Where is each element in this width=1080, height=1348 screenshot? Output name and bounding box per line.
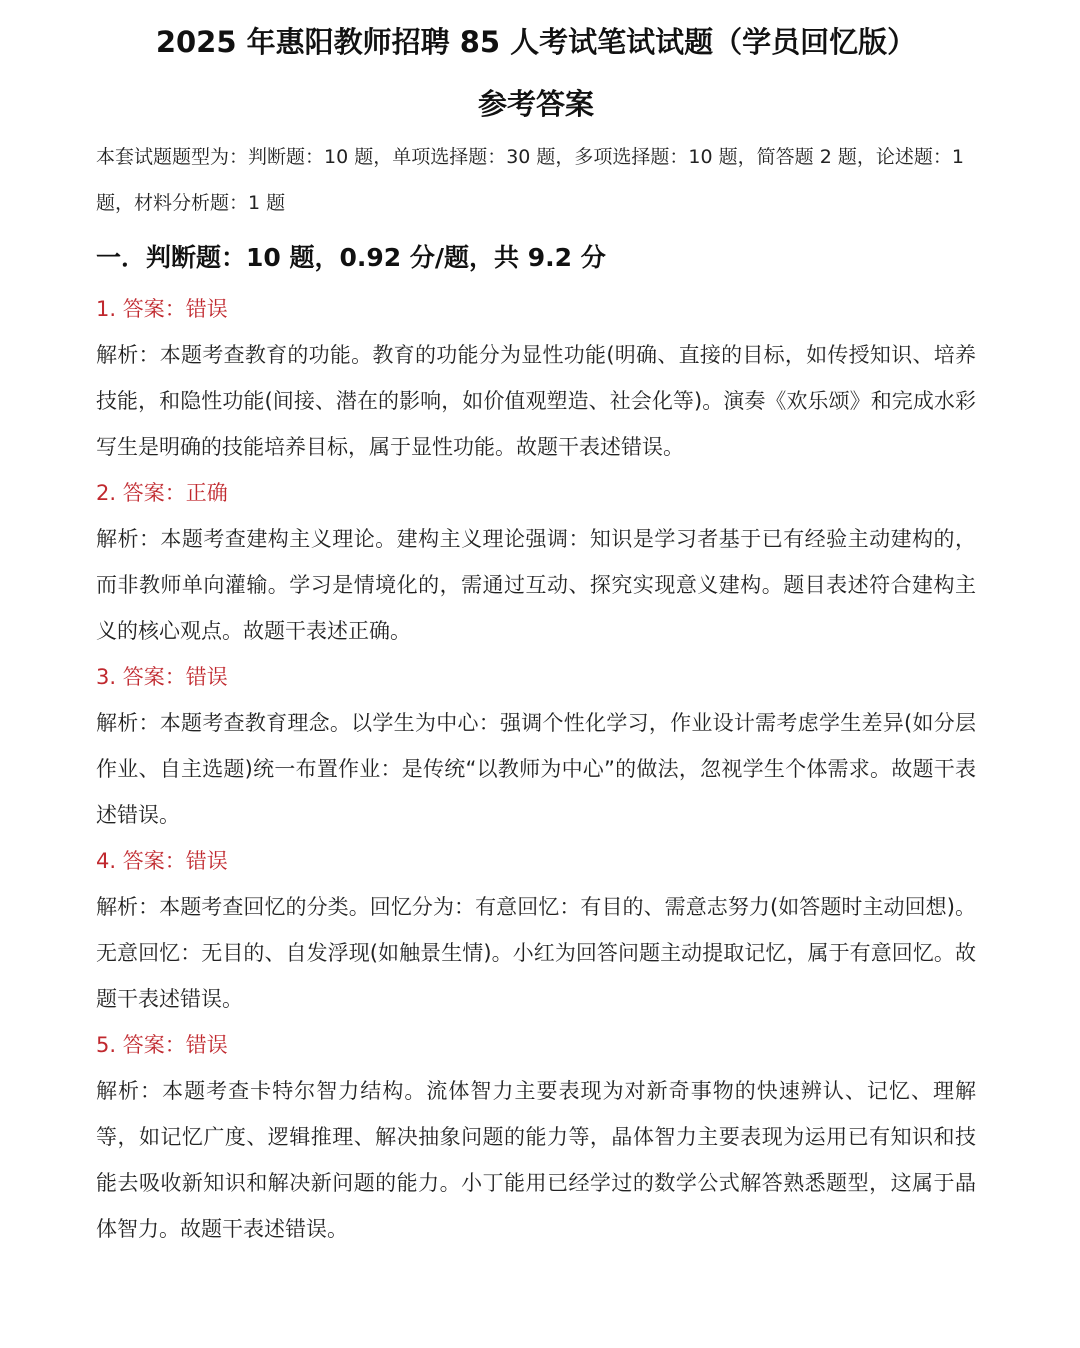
answer-analysis: 解析：本题考查教育的功能。教育的功能分为显性功能(明确、直接的目标，如传授知识、培养技能，和隐性功能(间接、潜在的影响，如价值观塑造、社会化等)。演奏《欢乐颂》和完成水彩写生是明确的技能培养目标，属于显性功能。故题干表述错误。	[96, 343, 976, 459]
document-subtitle: 参考答案	[477, 87, 594, 121]
answer-item	[96, 1022, 976, 1252]
section-heading-true-false: 一．判断题：10 题，0.92 分/题，共 9.2 分	[96, 243, 606, 272]
answer-label: 3. 答案：错误	[96, 665, 228, 689]
answer-label: 2. 答案：正确	[96, 481, 228, 505]
answer-analysis: 解析：本题考查教育理念。以学生为中心：强调个性化学习，作业设计需考虑学生差异(如分层作业、自主选题)统一布置作业：是传统“以教师为中心”的做法，忽视学生个体需求。故题干表述错误。	[96, 711, 976, 827]
answer-analysis: 解析：本题考查卡特尔智力结构。流体智力主要表现为对新奇事物的快速辨认、记忆、理解等，如记忆广度、逻辑推理、解决抽象问题的能力等，晶体智力主要表现为运用已有知识和技能去吸收新知识和解决新问题的能力。小丁能用已经学过的数学公式解答熟悉题型，这属于晶体智力。故题干表述错误。	[96, 1079, 976, 1241]
answer-item	[96, 654, 976, 838]
answer-label: 4. 答案：错误	[96, 849, 228, 873]
answer-list	[96, 286, 976, 1252]
document-title: 2025 年惠阳教师招聘 85 人考试笔试试题（学员回忆版）	[155, 25, 917, 59]
answer-label: 5. 答案：错误	[96, 1033, 228, 1057]
question-types-intro: 本套试题题型为：判断题：10 题，单项选择题：30 题，多项选择题：10 题，简答题 2 题，论述题：1 题，材料分析题：1 题	[96, 146, 964, 214]
answer-analysis: 解析：本题考查回忆的分类。回忆分为：有意回忆：有目的、需意志努力(如答题时主动回想)。无意回忆：无目的、自发浮现(如触景生情)。小红为回答问题主动提取记忆，属于有意回忆。故题干表述错误。	[96, 895, 976, 1011]
answer-item	[96, 286, 976, 470]
answer-item	[96, 838, 976, 1022]
document-page	[96, 0, 976, 1252]
answer-label: 1. 答案：错误	[96, 297, 228, 321]
answer-analysis: 解析：本题考查建构主义理论。建构主义理论强调：知识是学习者基于已有经验主动建构的，而非教师单向灌输。学习是情境化的，需通过互动、探究实现意义建构。题目表述符合建构主义的核心观点。故题干表述正确。	[96, 527, 976, 643]
answer-item	[96, 470, 976, 654]
